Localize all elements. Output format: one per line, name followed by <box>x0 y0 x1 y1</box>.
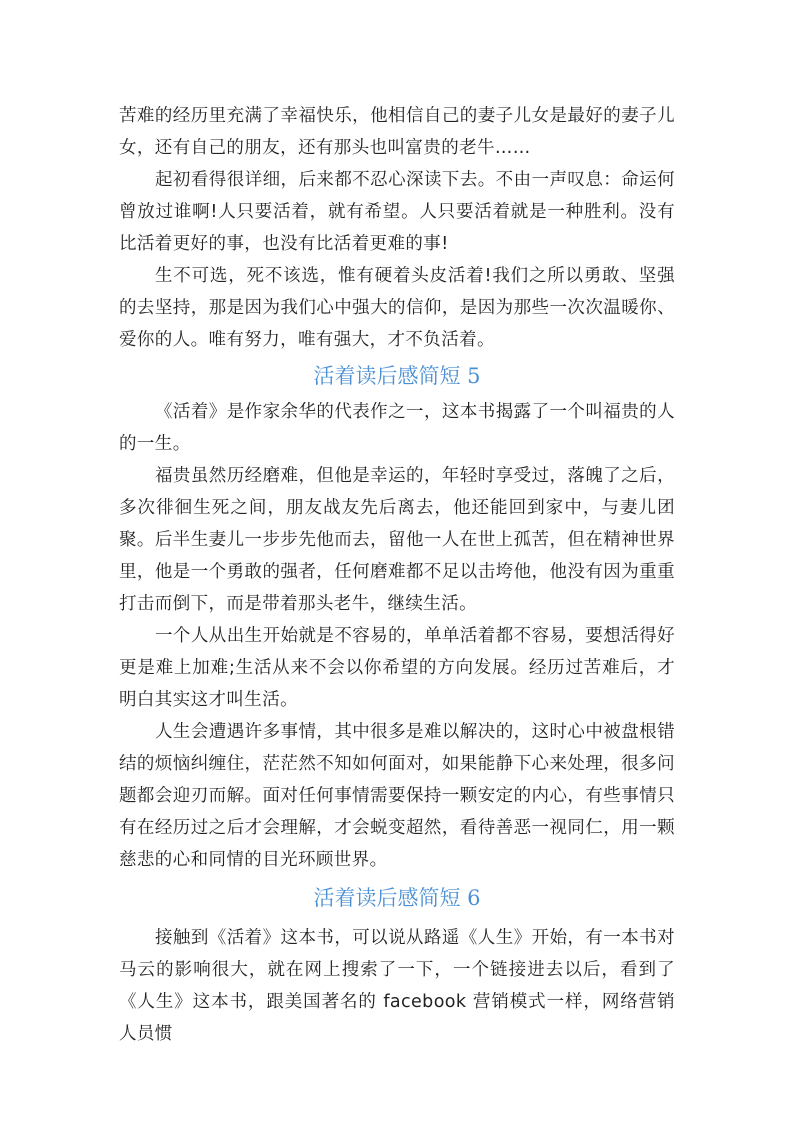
paragraph: 苦难的经历里充满了幸福快乐，他相信自己的妻子儿女是最好的妻子儿女，还有自己的朋友，还有那头也叫富贵的老牛…… <box>119 106 675 158</box>
section-heading: 活着读后感简短 6 <box>313 886 481 910</box>
paragraph: 人生会遭遇许多事情，其中很多是难以解决的，这时心中被盘根错结的烦恼纠缠住，茫茫然不知如何面对，如果能静下心来处理，很多问题都会迎刃而解。面对任何事情需要保持一颗安定的内心，有些事情只有在经历过之后才会理解，才会蜕变超然，看待善恶一视同仁，用一颗慈悲的心和同情的目光环顾世界。 <box>119 722 675 870</box>
paragraph: 接触到《活着》这本书，可以说从路遥《人生》开始，有一本书对马云的影响很大，就在网上搜索了一下，一个链接进去以后，看到了《人生》这本书，跟美国著名的 facebook 营销模式一样，网络营销人员惯 <box>119 928 675 1044</box>
paragraph: 一个人从出生开始就是不容易的，单单活着都不容易，要想活得好更是难上加难;生活从来不会以你希望的方向发展。经历过苦难后，才明白其实这才叫生活。 <box>119 626 675 710</box>
paragraph: 《活着》是作家余华的代表作之一，这本书揭露了一个叫福贵的人的一生。 <box>119 402 675 454</box>
document-page <box>119 100 675 1050</box>
paragraph: 生不可选，死不该选，惟有硬着头皮活着!我们之所以勇敢、坚强的去坚持，那是因为我们心中强大的信仰，是因为那些一次次温暖你、爱你的人。唯有努力，唯有强大，才不负活着。 <box>119 266 675 350</box>
paragraph: 起初看得很详细，后来都不忍心深读下去。不由一声叹息：命运何曾放过谁啊!人只要活着，就有希望。人只要活着就是一种胜利。没有比活着更好的事，也没有比活着更难的事! <box>119 170 675 254</box>
section-heading: 活着读后感简短 5 <box>313 364 481 388</box>
paragraph: 福贵虽然历经磨难，但他是幸运的，年轻时享受过，落魄了之后，多次徘徊生死之间，朋友战友先后离去，他还能回到家中，与妻儿团聚。后半生妻儿一步步先他而去，留他一人在世上孤苦，但在精神世界里，他是一个勇敢的强者，任何磨难都不足以击垮他，他没有因为重重打击而倒下，而是带着那头老牛，继续生活。 <box>119 466 675 614</box>
